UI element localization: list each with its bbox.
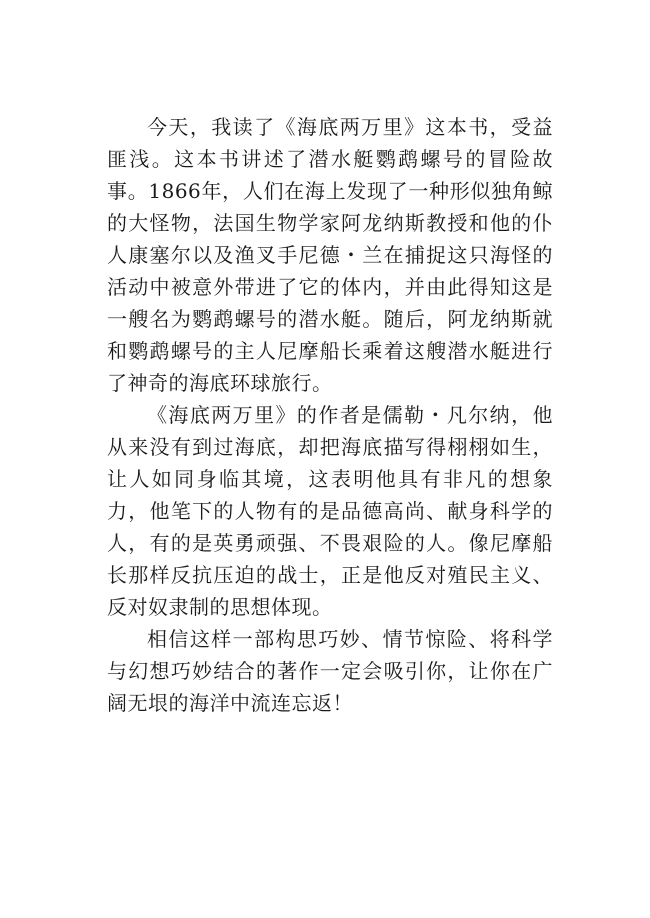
essay-paragraph-3: 相信这样一部构思巧妙、情节惊险、将科学与幻想巧妙结合的著作一定会吸引你，让你在广阔无垠的海洋中流连忘返！: [107, 627, 553, 715]
essay-paragraph-1: 今天，我读了《海底两万里》这本书，受益匪浅。这本书讲述了潜水艇鹦鹉螺号的冒险故事。1866年，人们在海上发现了一种形似独角鲸的大怪物，法国生物学家阿龙纳斯教授和他的仆人康塞尔以及渔叉手尼德・兰在捕捉这只海怪的活动中被意外带进了它的体内，并由此得知这是一艘名为鹦鹉螺号的潜水艇。随后，阿龙纳斯就和鹦鹉螺号的主人尼摩船长乘着这艘潜水艇进行了神奇的海底环球旅行。: [107, 115, 553, 395]
essay-body: [107, 111, 553, 719]
essay-paragraph-2: 《海底两万里》的作者是儒勒・凡尔纳，他从来没有到过海底，却把海底描写得栩栩如生，让人如同身临其境，这表明他具有非凡的想象力，他笔下的人物有的是品德高尚、献身科学的人，有的是英勇顽强、不畏艰险的人。像尼摩船长那样反抗压迫的战士，正是他反对殖民主义、反对奴隶制的思想体现。: [107, 403, 553, 619]
